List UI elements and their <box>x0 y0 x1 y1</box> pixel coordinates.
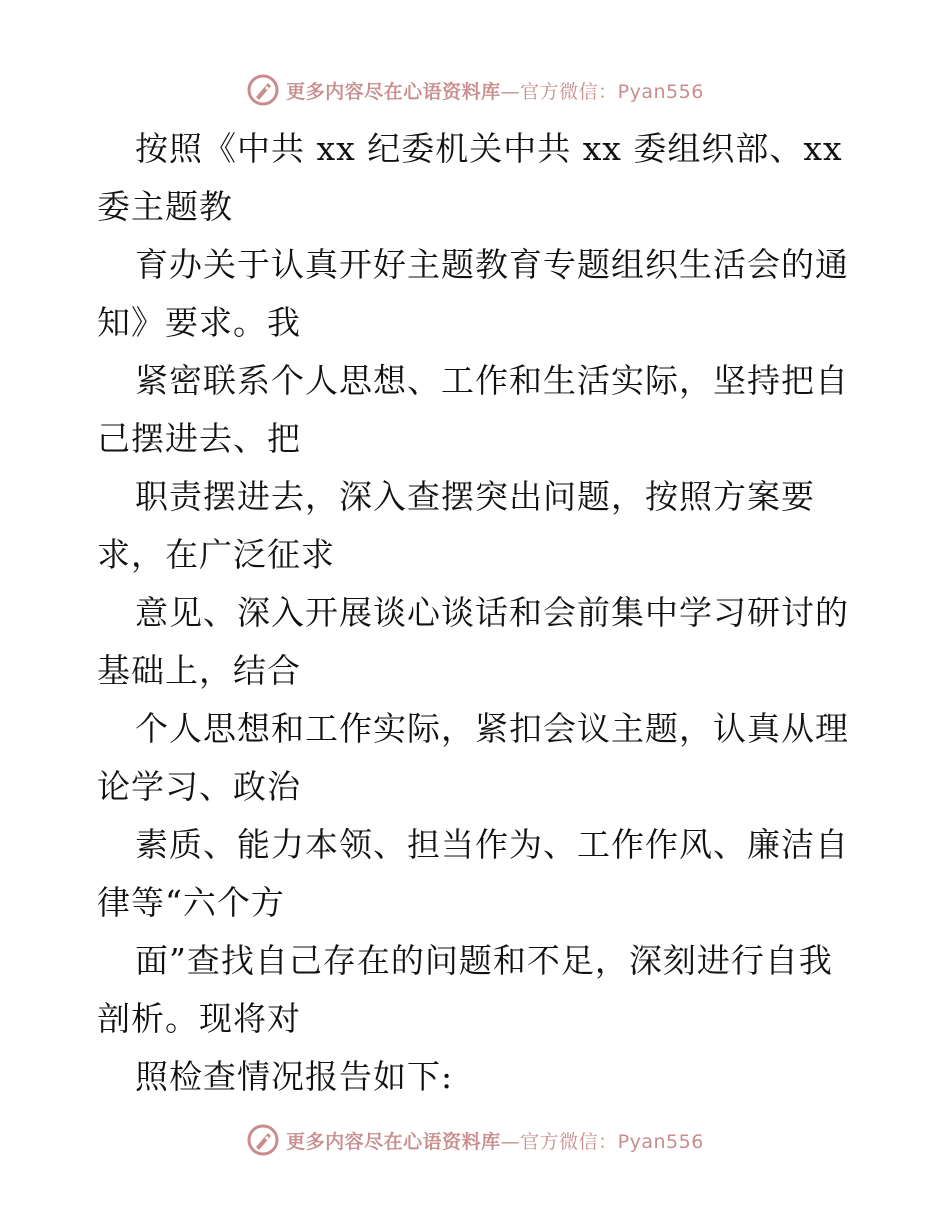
body-line-16: 剖析。现将对 <box>97 999 301 1038</box>
watermark-contact: 官方微信：Pyan556 <box>520 1130 704 1153</box>
body-line-14: 律等“六个方 <box>97 883 285 922</box>
watermark-brand: 更多内容尽在心语资料库 <box>286 80 501 103</box>
body-line-9: 意见、深入开展谈心谈话和会前集中学习研讨的 <box>135 593 849 632</box>
body-line-6: 己摆进去、把 <box>97 419 301 458</box>
header-watermark <box>0 70 950 110</box>
watermark-text <box>286 1127 704 1154</box>
body-line-3: 育办关于认真开好主题教育专题组织生活会的通 <box>135 245 849 284</box>
watermark-separator: — <box>500 1130 521 1153</box>
document-body <box>97 120 857 1106</box>
body-line-1: 按照《中共 xx 纪委机关中共 xx 委组织部、xx <box>135 129 843 168</box>
body-line-4: 知》要求。我 <box>97 303 301 342</box>
body-line-17: 照检查情况报告如下: <box>135 1057 454 1096</box>
watermark-contact: 官方微信：Pyan556 <box>520 80 704 103</box>
pen-nib-logo-icon <box>246 1123 280 1157</box>
watermark-text <box>286 77 704 104</box>
footer-watermark <box>0 1120 950 1160</box>
body-line-2: 委主题教 <box>97 187 233 226</box>
body-line-11: 个人思想和工作实际，紧扣会议主题，认真从理 <box>135 709 849 748</box>
body-line-5: 紧密联系个人思想、工作和生活实际，坚持把自 <box>135 361 849 400</box>
body-line-10: 基础上，结合 <box>97 651 301 690</box>
body-line-15: 面”查找自己存在的问题和不足，深刻进行自我 <box>135 941 833 980</box>
watermark-separator: — <box>500 80 521 103</box>
body-line-7: 职责摆进去，深入查摆突出问题，按照方案要 <box>135 477 815 516</box>
body-line-8: 求，在广泛征求 <box>97 535 335 574</box>
pen-nib-logo-icon <box>246 73 280 107</box>
watermark-brand: 更多内容尽在心语资料库 <box>286 1130 501 1153</box>
body-line-13: 素质、能力本领、担当作为、工作作风、廉洁自 <box>135 825 849 864</box>
body-line-12: 论学习、政治 <box>97 767 301 806</box>
